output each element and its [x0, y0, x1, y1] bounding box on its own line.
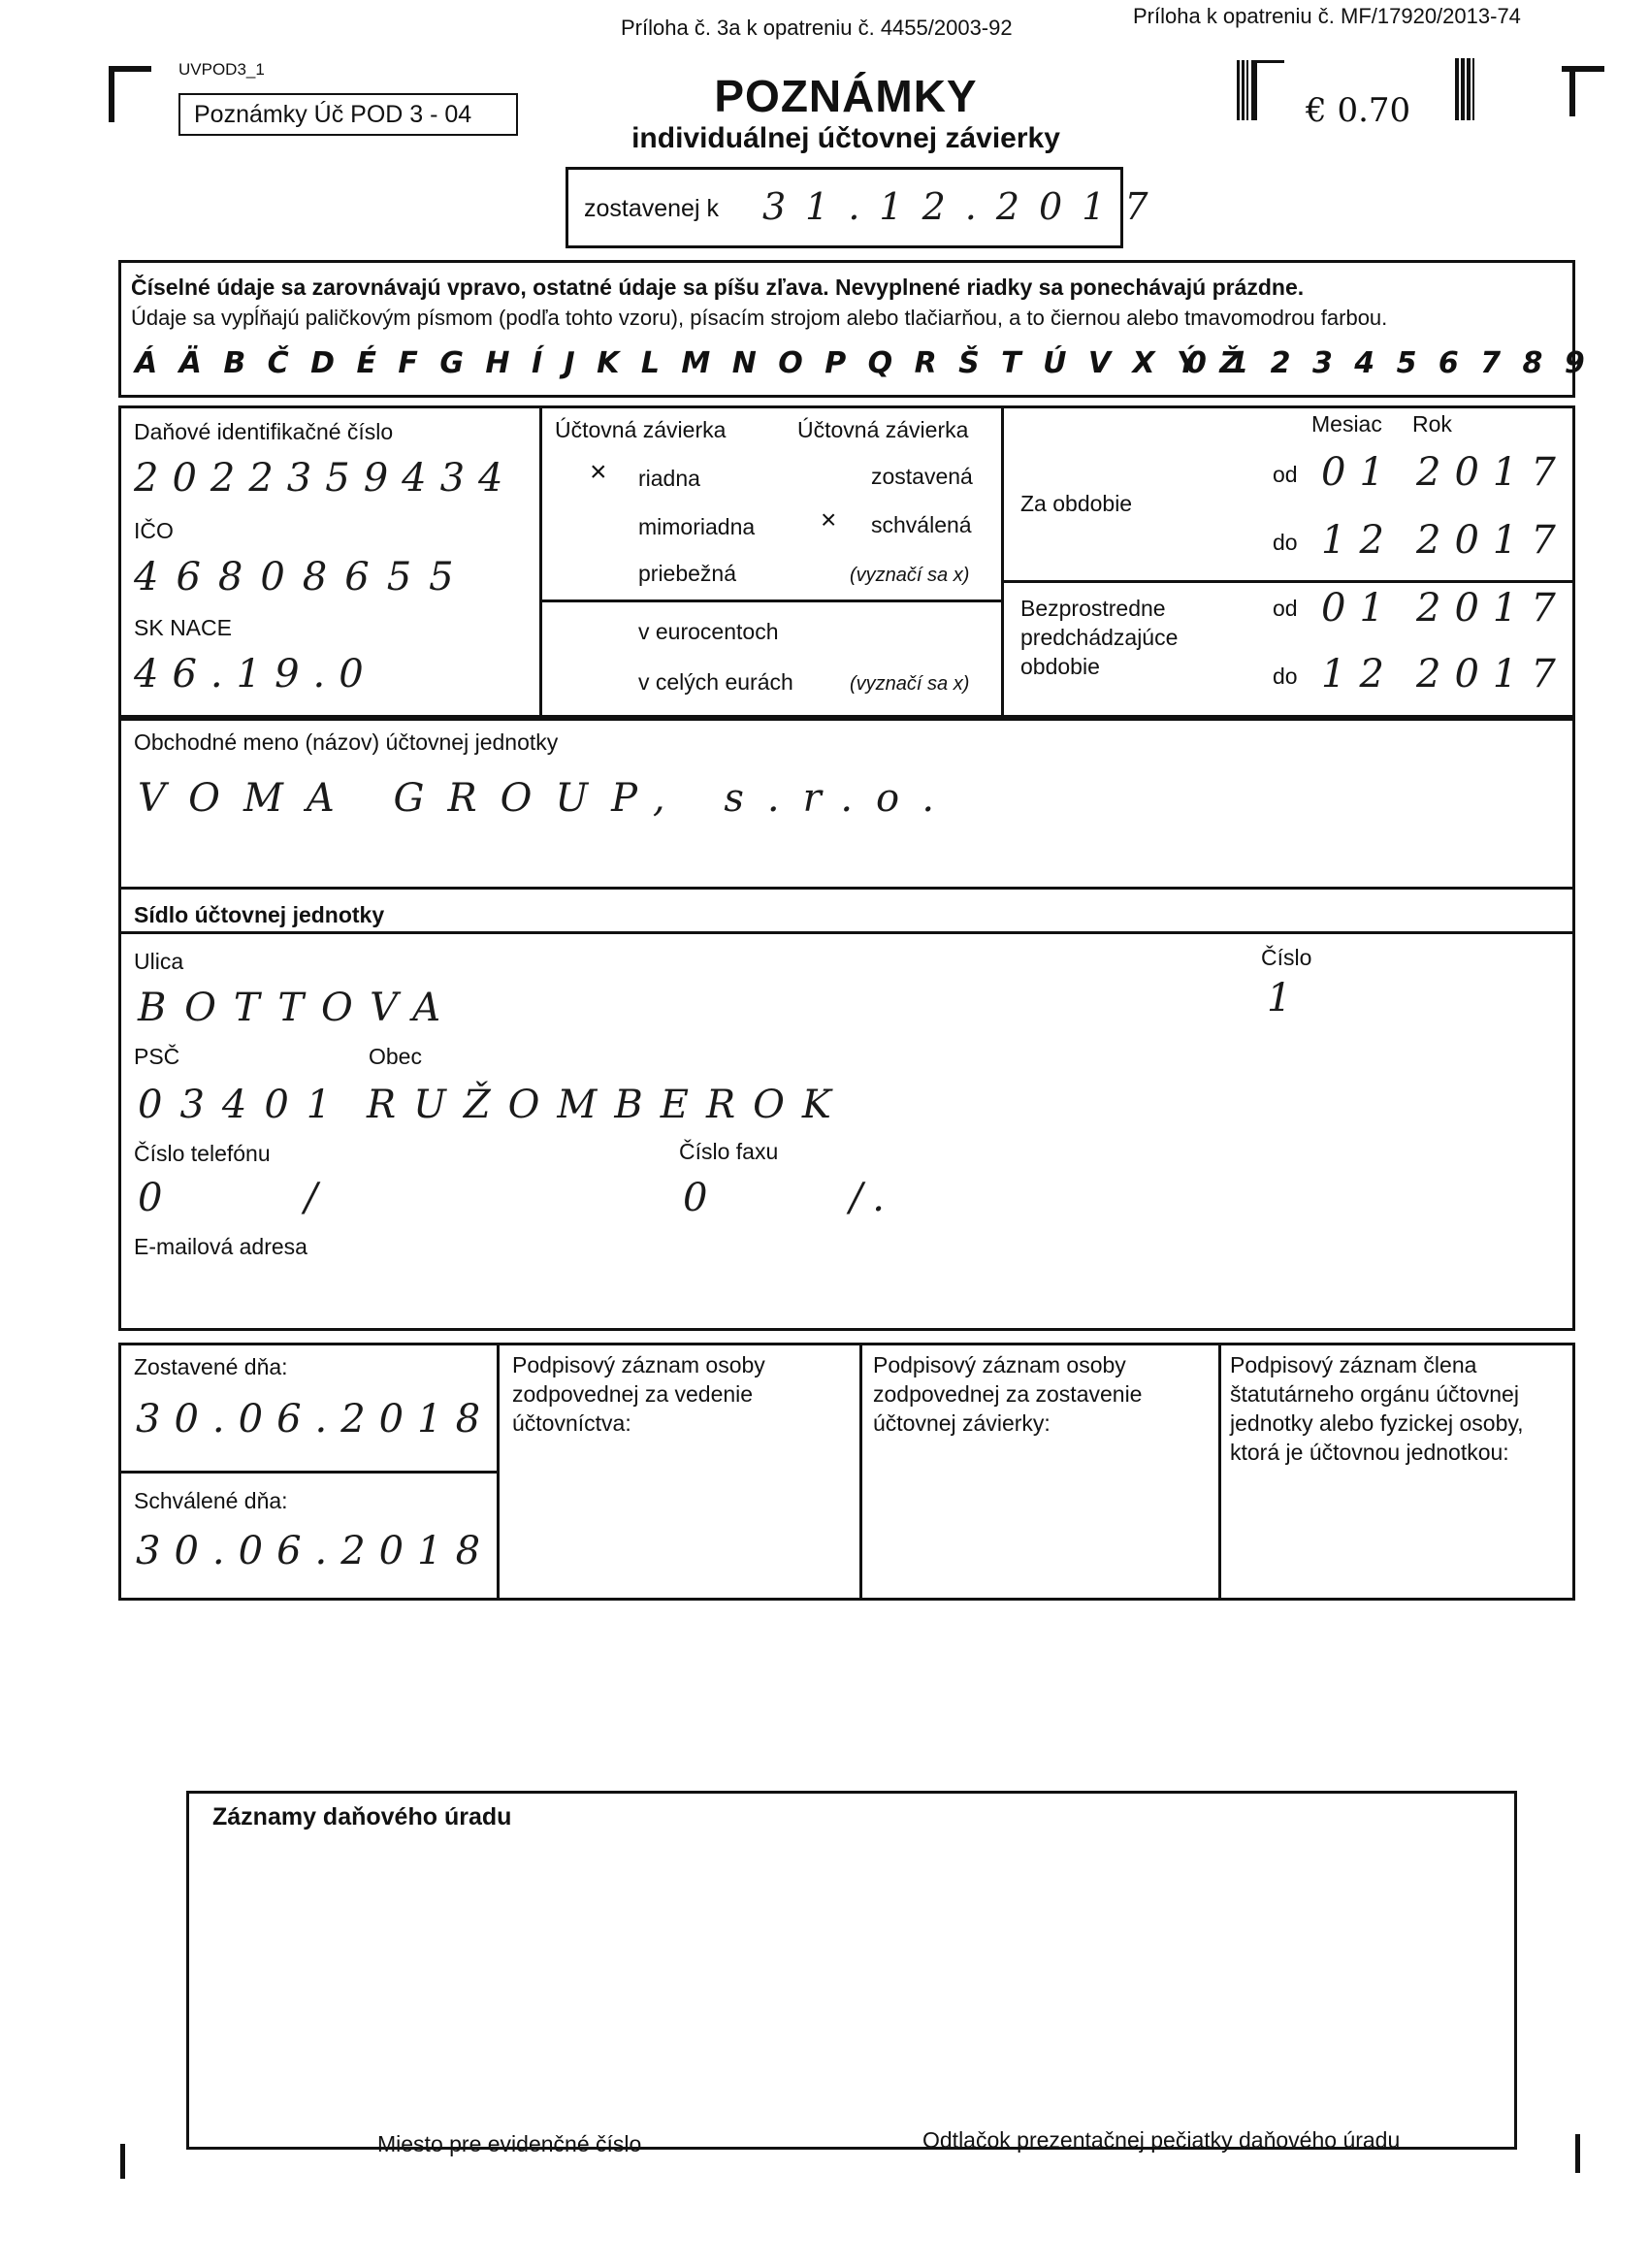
divider [118, 887, 1575, 890]
current-to-month[interactable]: 12 [1321, 518, 1398, 563]
prev-to-month[interactable]: 12 [1321, 652, 1398, 697]
divider [1001, 580, 1575, 583]
approved-mark[interactable]: × [821, 504, 837, 535]
signature-accounting-label: Podpisový záznam osoby zodpovednej za vedenie účtovníctva: [512, 1352, 765, 1436]
annex-right-text: Príloha k opatreniu č. MF/17920/2013-74 [1133, 4, 1521, 28]
compiled-date-box [566, 167, 1168, 248]
street-value[interactable]: BOTTOVA [138, 986, 459, 1030]
interim-label: priebežná [638, 561, 737, 586]
instructions-box [118, 260, 1591, 398]
whole-euro-label: v celých eurách [638, 669, 793, 695]
barcode-frame [1251, 60, 1284, 120]
from-label: od [1273, 462, 1298, 487]
ico-value[interactable]: 46808655 [134, 555, 471, 599]
dic-value[interactable]: 2022359434 [134, 456, 517, 501]
psc-label: PSČ [134, 1044, 180, 1069]
phone-label: Číslo telefónu [134, 1141, 271, 1166]
divider [539, 405, 542, 718]
ico-label: IČO [134, 518, 174, 543]
city-value[interactable]: RUŽOMBEROK [367, 1083, 849, 1127]
city-label: Obec [369, 1044, 422, 1069]
cents-label: v eurocentoch [638, 619, 779, 644]
house-number-value[interactable]: 1 [1267, 976, 1306, 1021]
nace-label: SK NACE [134, 615, 232, 640]
divider [118, 1471, 499, 1474]
form-code: UVPOD3_1 [178, 60, 265, 79]
barcode-left [1237, 60, 1248, 120]
barcode-right [1455, 58, 1474, 120]
price-label: € 0.70 [1306, 91, 1411, 130]
entity-name-label: Obchodné meno (názov) účtovnej jednotky [134, 729, 559, 755]
regular-label: riadna [638, 466, 700, 491]
nace-value[interactable]: 46.19.0 [134, 652, 377, 697]
margin-mark-left [120, 2144, 125, 2179]
prev-period-label-2: predchádzajúce [1020, 625, 1179, 650]
prev-period-label-3: obdobie [1020, 654, 1100, 679]
sample-letters: Á Ä B Č D É F G H Í J K L M N O P Q R Š T Ú V X Ý Ž [135, 346, 1247, 380]
to-label: do [1273, 530, 1298, 555]
dic-label: Daňové identifikačné číslo [134, 419, 394, 444]
annex-left-text: Príloha č. 3a k opatreniu č. 4455/2003-92 [621, 16, 1013, 40]
prev-period-label-1: Bezprostredne [1020, 596, 1166, 621]
fax-value[interactable]: 0 /. [683, 1176, 894, 1220]
psc-value[interactable]: 03401 [138, 1083, 349, 1127]
page-subtitle: individuálnej účtovnej závierky [631, 122, 1060, 154]
sample-digits: 0 1 2 3 4 5 6 7 8 9 [1186, 346, 1591, 380]
email-label: E-mailová adresa [134, 1234, 307, 1259]
divider [859, 1343, 862, 1601]
current-to-year[interactable]: 2017 [1416, 518, 1569, 563]
current-from-year[interactable]: 2017 [1416, 450, 1569, 495]
current-from-month[interactable]: 01 [1321, 450, 1398, 495]
year-label: Rok [1412, 411, 1452, 437]
page-title: POZNÁMKY [714, 71, 978, 121]
seat-label: Sídlo účtovnej jednotky [134, 902, 385, 927]
tax-office-block [186, 1791, 1517, 2156]
month-label: Mesiac [1311, 411, 1382, 437]
margin-mark-right [1575, 2134, 1580, 2173]
compiled-label: zostavená [871, 464, 973, 489]
approved-on-value[interactable]: 30.06.2018 [136, 1529, 495, 1573]
divider [1001, 405, 1004, 718]
house-number-label: Číslo [1261, 945, 1312, 970]
phone-value[interactable]: 0 / [138, 1176, 328, 1220]
mark-hint: (vyznačí sa x) [850, 565, 970, 586]
signature-statutory-label: Podpisový záznam člena štatutárneho orgánu účtovnej jednotky alebo fyzickej osoby, ktorá je účtovnou jednotkou: [1230, 1352, 1524, 1465]
prev-from-year[interactable]: 2017 [1416, 586, 1569, 631]
compiled-on-value[interactable]: 30.06.2018 [136, 1397, 495, 1442]
extraordinary-label: mimoriadna [638, 514, 756, 539]
statement-header-1: Účtovná závierka [555, 417, 727, 442]
compiled-date-value[interactable]: 31.12.2017 [762, 185, 1168, 228]
statement-header-2: Účtovná závierka [797, 417, 969, 442]
instructions-line-1: Číselné údaje sa zarovnávajú vpravo, ostatné údaje sa píšu zľava. Nevyplnené riadky sa ponechávajú prázdne. [131, 275, 1305, 300]
stamp-label: Odtlačok prezentačnej pečiatky daňového úradu [922, 2127, 1401, 2153]
regular-mark[interactable]: × [590, 456, 607, 488]
prev-to-year[interactable]: 2017 [1416, 652, 1569, 697]
fax-label: Číslo faxu [679, 1139, 779, 1164]
instructions-line-2: Údaje sa vypĺňajú paličkovým písmom (podľa tohto vzoru), písacím strojom alebo tlačiarňou, a to čiernou alebo tmavomodrou farbou. [131, 306, 1388, 330]
from-label: od [1273, 596, 1298, 621]
divider [118, 931, 1575, 934]
street-label: Ulica [134, 949, 184, 974]
approved-label: schválená [871, 512, 972, 537]
compiled-on-label: Zostavené dňa: [134, 1354, 288, 1379]
mark-hint: (vyznačí sa x) [850, 673, 970, 695]
compiled-date-label: zostavenej k [584, 195, 719, 222]
signature-compiler-label: Podpisový záznam osoby zodpovednej za zostavenie účtovnej závierky: [873, 1352, 1143, 1436]
entity-name-value[interactable]: VOMA GROUP, s.r.o. [138, 776, 958, 821]
evidence-number-label: Miesto pre evidenčné číslo [377, 2131, 642, 2156]
tax-office-title: Záznamy daňového úradu [212, 1803, 512, 1831]
divider [1218, 1343, 1221, 1601]
to-label: do [1273, 664, 1298, 689]
divider [539, 599, 1003, 602]
prev-from-month[interactable]: 01 [1321, 586, 1398, 631]
approved-on-label: Schválené dňa: [134, 1488, 288, 1513]
current-period-label: Za obdobie [1020, 491, 1133, 516]
form-name: Poznámky Úč POD 3 - 04 [194, 101, 472, 128]
